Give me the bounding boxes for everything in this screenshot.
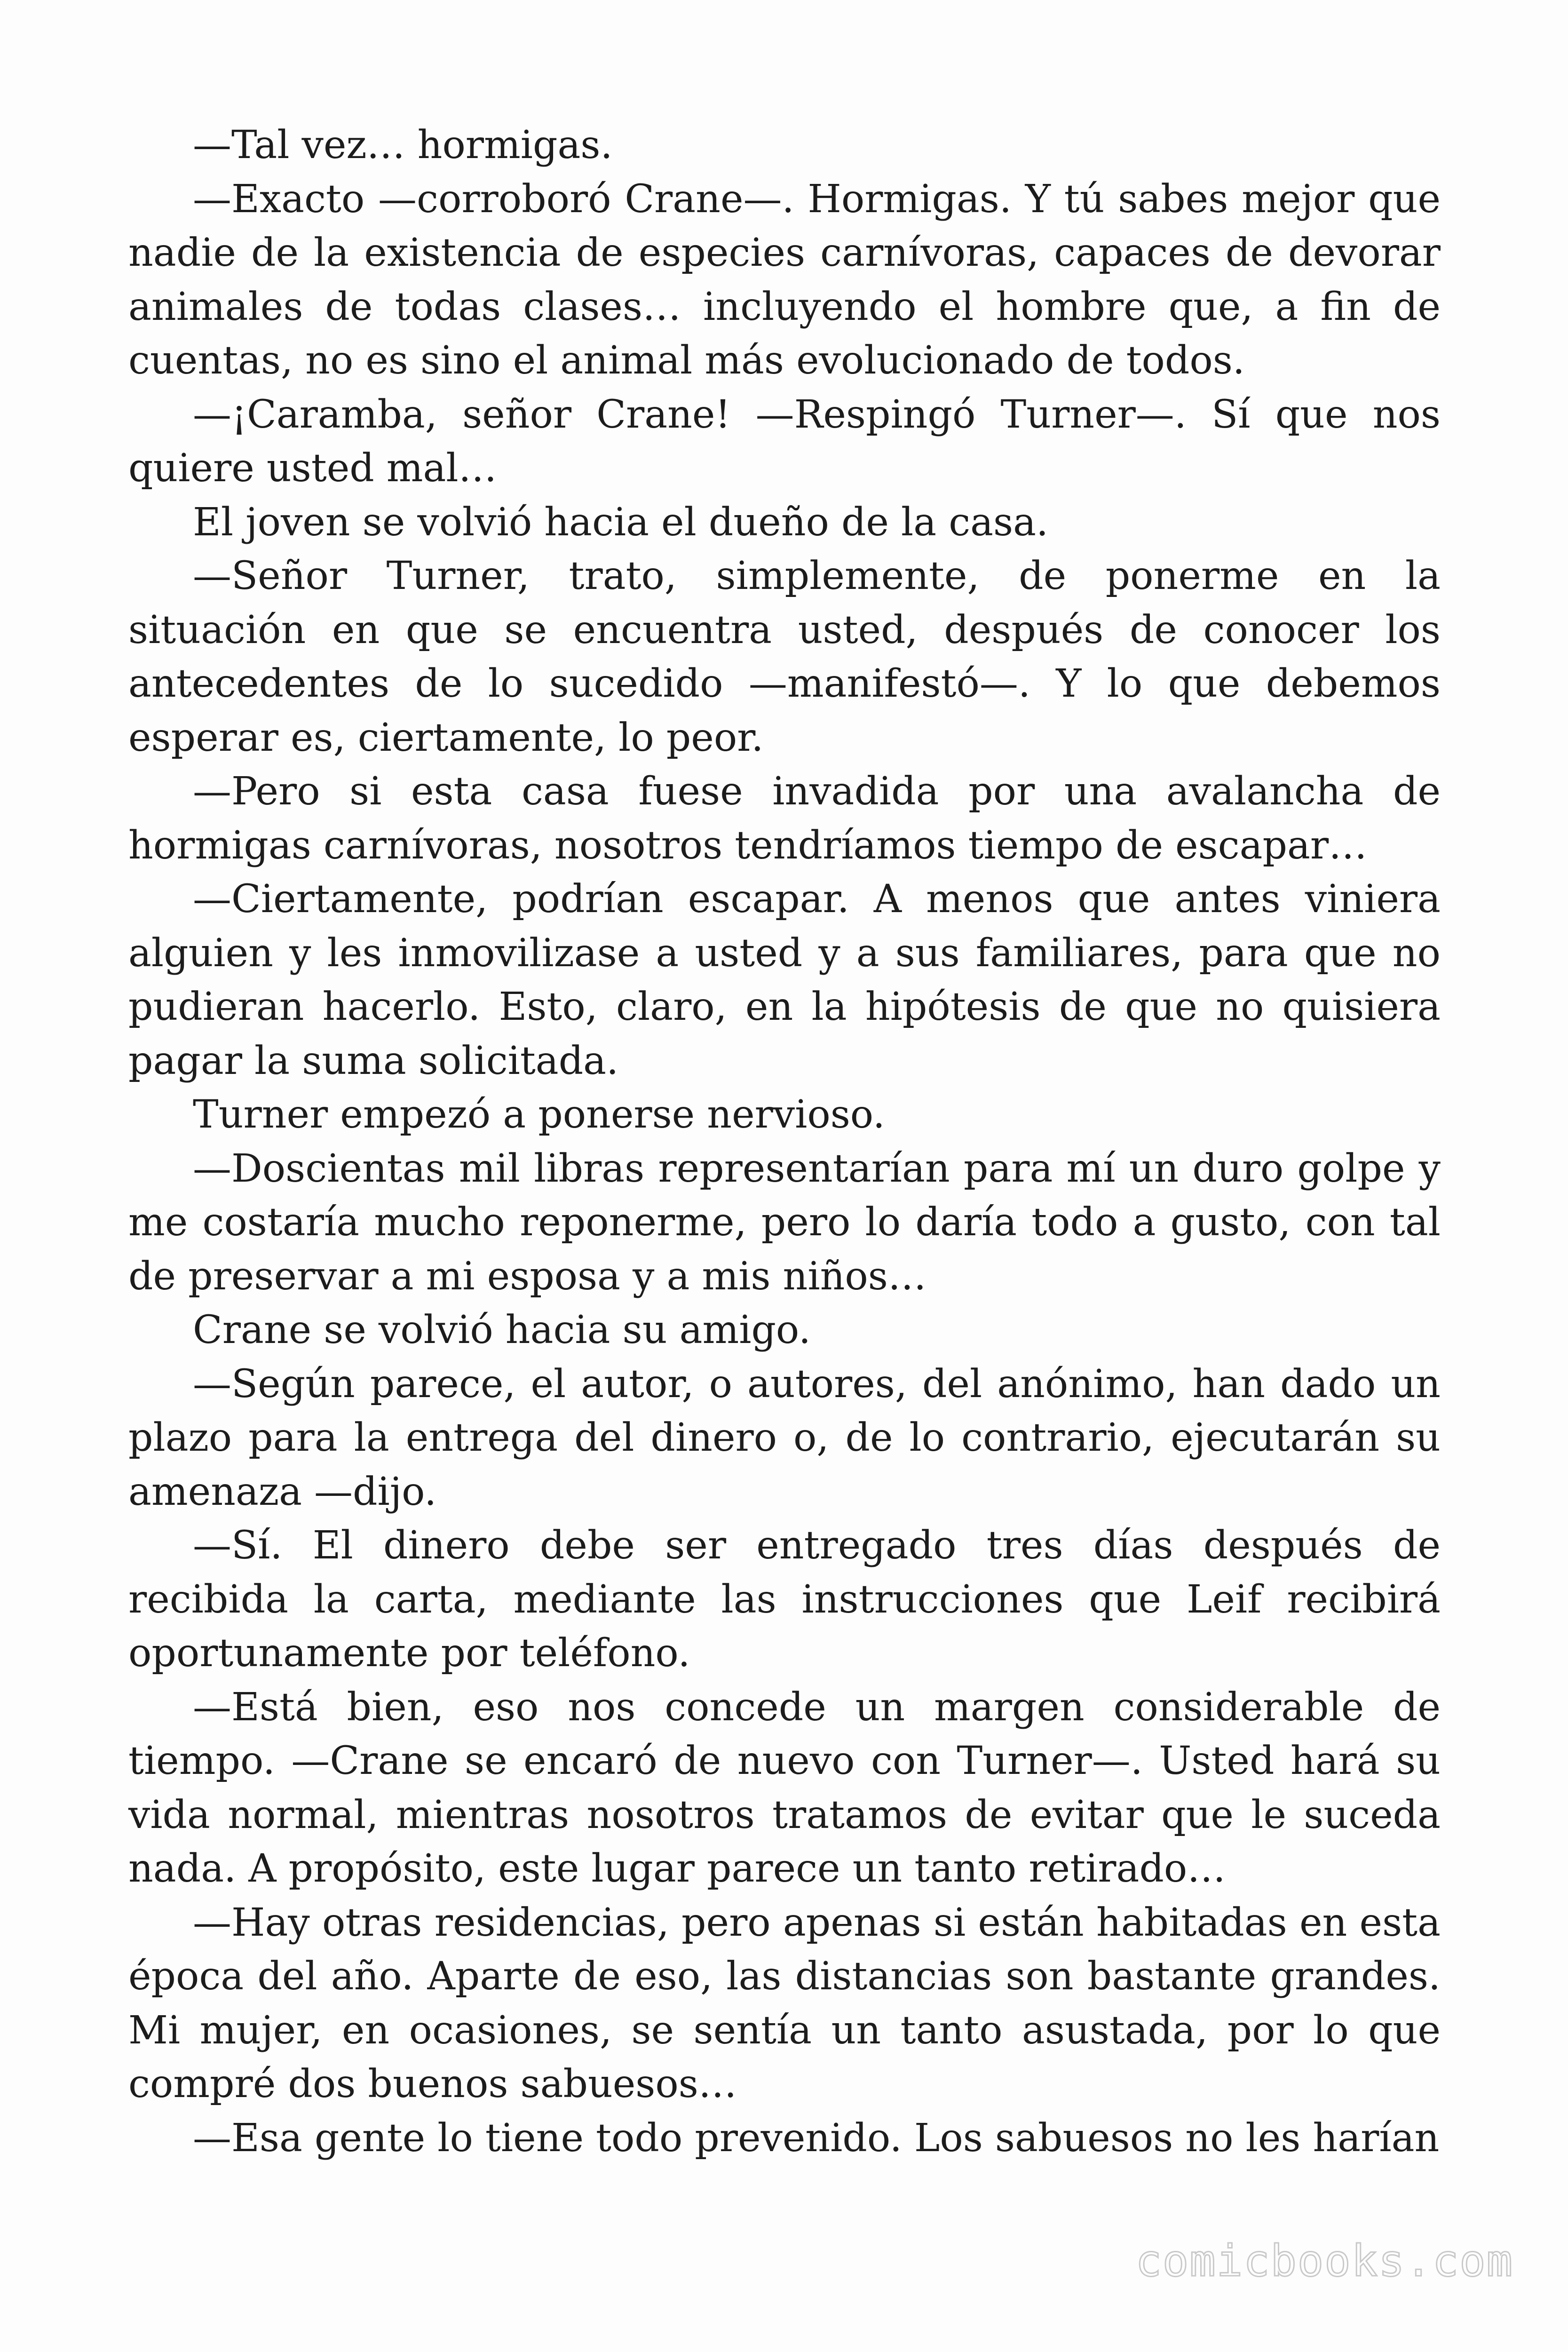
- paragraph: —Pero si esta casa fuese invadida por una avalancha de hormigas carnívoras, nosotros tendríamos tiempo de escapar…: [128, 769, 1441, 868]
- paragraph: Turner empezó a ponerse nervioso.: [193, 1092, 885, 1137]
- paragraph: —¡Caramba, señor Crane! —Respingó Turner—. Sí que nos quiere usted mal…: [128, 392, 1441, 491]
- paragraph: —Tal vez… hormigas.: [193, 123, 613, 167]
- paragraph: —Esa gente lo tiene todo prevenido. Los sabuesos no les harían: [193, 2115, 1440, 2161]
- paragraph: —Hay otras residencias, pero apenas si están habitadas en esta época del año. Aparte de eso, las distancias son bastante grandes. Mi mujer, en ocasiones, se sentía un tanto asustada, por lo que compré dos buenos sabuesos…: [128, 1900, 1441, 2106]
- paragraph: —Exacto —corroboró Crane—. Hormigas. Y tú sabes mejor que nadie de la existencia de especies carnívoras, capaces de devorar animales de todas clases… incluyendo el hombre que, a fin de cuentas, no es sino el animal más evolucionado de todos.: [128, 176, 1441, 383]
- paragraph: —Según parece, el autor, o autores, del anónimo, han dado un plazo para la entrega del dinero o, de lo contrario, ejecutarán su amenaza —dijo.: [128, 1361, 1441, 1514]
- paragraph: El joven se volvió hacia el dueño de la casa.: [193, 500, 1049, 545]
- paragraph: —Ciertamente, podrían escapar. A menos que antes viniera alguien y les inmovilizase a usted y a sus familiares, para que no pudieran hacerlo. Esto, claro, en la hipótesis de que no quisiera pagar la suma solicitada.: [128, 877, 1441, 1083]
- paragraph: —Está bien, eso nos concede un margen considerable de tiempo. —Crane se encaró de nuevo con Turner—. Usted hará su vida normal, mientras nosotros tratamos de evitar que le suceda nada. A propósito, este lugar parece un tanto retirado…: [128, 1685, 1441, 1891]
- watermark: comicbooks.com: [1135, 2236, 1513, 2286]
- body-text: [128, 119, 1441, 2165]
- paragraph: Crane se volvió hacia su amigo.: [193, 1308, 811, 1352]
- paragraph: —Sí. El dinero debe ser entregado tres días después de recibida la carta, mediante las instrucciones que Leif recibirá oportunamente por teléfono.: [128, 1523, 1441, 1676]
- paragraph: —Señor Turner, trato, simplemente, de ponerme en la situación en que se encuentra usted, después de conocer los antecedentes de lo sucedido —manifestó—. Y lo que debemos esperar es, ciertamente, lo peor.: [128, 554, 1441, 760]
- paragraph: —Doscientas mil libras representarían para mí un duro golpe y me costaría mucho reponerme, pero lo daría todo a gusto, con tal de preservar a mi esposa y a mis niños…: [128, 1146, 1441, 1299]
